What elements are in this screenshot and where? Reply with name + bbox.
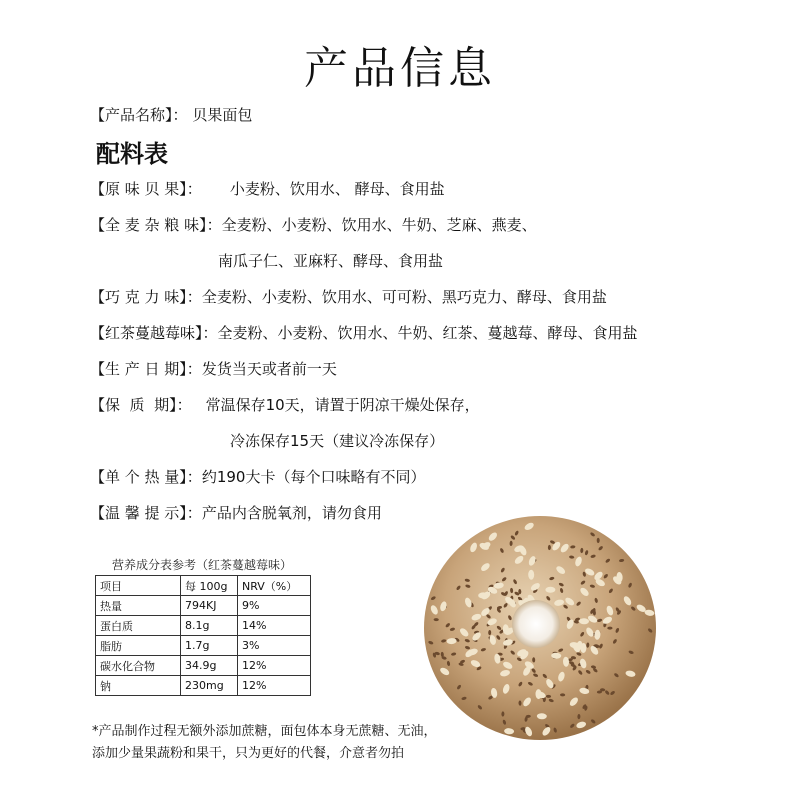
- table-cell: 9%: [238, 596, 311, 616]
- seed: [607, 627, 612, 630]
- note-line: 添加少量果蔬粉和果干，只为更好的代餐，介意者勿拍: [92, 746, 405, 761]
- table-header-cell: 项目: [96, 576, 181, 596]
- nutrition-table: [95, 575, 311, 696]
- info-label: 【温 馨 提 示】：: [90, 504, 202, 522]
- table-cell: 12%: [238, 656, 311, 676]
- table-header-cell: 每 100g: [181, 576, 238, 596]
- info-row: [90, 466, 425, 487]
- table-cell: 8.1g: [181, 616, 238, 636]
- table-row: [96, 616, 311, 636]
- info-row: [90, 286, 607, 307]
- product-name-line: [90, 104, 252, 125]
- table-cell: 碳水化合物: [96, 656, 181, 676]
- table-row: [96, 656, 311, 676]
- info-label: 【保 质 期】：: [90, 396, 192, 414]
- info-value: 约190大卡（每个口味略有不同）: [201, 468, 426, 486]
- info-value: 小麦粉、饮用水、 酵母、食用盐: [229, 180, 445, 198]
- info-row: [90, 322, 638, 343]
- page-title: 产品信息: [304, 43, 496, 94]
- info-label: 【全 麦 杂 粮 味】：: [90, 216, 222, 234]
- table-cell: 794KJ: [181, 596, 238, 616]
- table-header-row: [96, 576, 311, 596]
- info-row: [90, 214, 537, 235]
- table-cell: 钠: [96, 676, 181, 696]
- info-row: [90, 358, 337, 379]
- info-row: [90, 178, 445, 199]
- info-value: 全麦粉、小麦粉、饮用水、可可粉、黑巧克力、酵母、食用盐: [201, 288, 607, 306]
- seed: [597, 538, 600, 543]
- info-label: 【单 个 热 量】：: [90, 468, 202, 486]
- table-cell: 230mg: [181, 676, 238, 696]
- oat-flake: [545, 587, 555, 593]
- product-name-label: 【产品名称】: [90, 106, 173, 124]
- info-value: 发货当天或者前一天: [201, 360, 337, 378]
- nutrition-caption: 营养成分表参考（红茶蔓越莓味）: [112, 558, 293, 572]
- info-continuation: 冷冻保存15天（建议冷冻保存）: [230, 432, 445, 450]
- info-label: 【红茶蔓越莓味】：: [90, 324, 218, 342]
- table-cell: 脂肪: [96, 636, 181, 656]
- info-continuation: 南瓜子仁、亚麻籽、酵母、食用盐: [218, 252, 444, 270]
- info-label: 【生 产 日 期】：: [90, 360, 202, 378]
- table-cell: 3%: [238, 636, 311, 656]
- table-header-cell: NRV（%）: [238, 576, 311, 596]
- table-row: [96, 636, 311, 656]
- info-value: 全麦粉、小麦粉、饮用水、牛奶、芝麻、燕麦、: [221, 216, 537, 234]
- info-label: 【原 味 贝 果】：: [90, 180, 202, 198]
- table-cell: 蛋白质: [96, 616, 181, 636]
- info-label: 【巧 克 力 味】：: [90, 288, 202, 306]
- info-row: [90, 502, 382, 523]
- product-name-value: 贝果面包: [192, 106, 253, 124]
- note-line: *产品制作过程无额外添加蔗糖，面包体本身无蔗糖、无油，: [92, 724, 437, 739]
- info-row: [90, 394, 480, 415]
- table-row: [96, 676, 311, 696]
- info-value: 常温保存10天，请置于阴凉干燥处保存，: [205, 396, 480, 414]
- ingredients-heading: 配料表: [96, 140, 168, 168]
- table-cell: 34.9g: [181, 656, 238, 676]
- info-value: 全麦粉、小麦粉、饮用水、牛奶、红茶、蔓越莓、酵母、食用盐: [217, 324, 638, 342]
- table-cell: 12%: [238, 676, 311, 696]
- table-cell: 14%: [238, 616, 311, 636]
- table-cell: 热量: [96, 596, 181, 616]
- bagel-image: [420, 506, 660, 746]
- info-value: 产品内含脱氧剂，请勿食用: [201, 504, 382, 522]
- table-cell: 1.7g: [181, 636, 238, 656]
- product-name-sep: ：: [172, 106, 188, 124]
- table-row: [96, 596, 311, 616]
